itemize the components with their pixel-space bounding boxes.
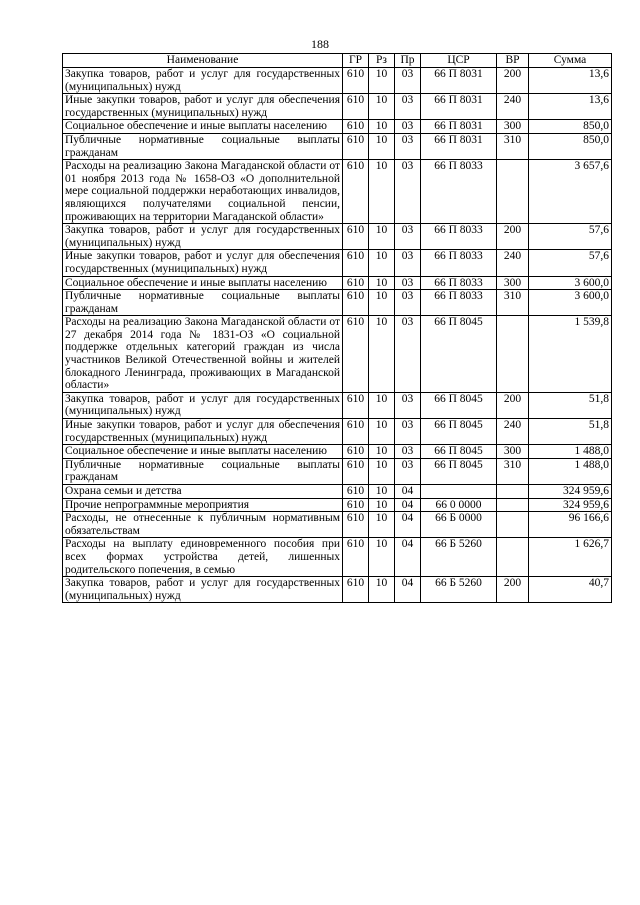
- row-name: Социальное обеспечение и иные выплаты населению: [63, 120, 343, 134]
- table-row: [63, 512, 612, 538]
- row-gr: 610: [343, 68, 369, 94]
- header-name: Наименование: [63, 54, 343, 68]
- row-pr: 03: [395, 316, 421, 393]
- row-rz: 10: [369, 290, 395, 316]
- row-rz: 10: [369, 94, 395, 120]
- table-row: [63, 445, 612, 459]
- row-vr: 310: [497, 133, 529, 159]
- row-sum: 3 600,0: [529, 276, 612, 290]
- row-vr: [497, 512, 529, 538]
- page-number: 188: [311, 37, 329, 51]
- table-row: [63, 120, 612, 134]
- row-vr: [497, 485, 529, 499]
- row-vr: 200: [497, 392, 529, 418]
- row-pr: 03: [395, 250, 421, 276]
- row-name: Иные закупки товаров, работ и услуг для обеспечения государственных (муниципальных) нужд: [63, 94, 343, 120]
- row-sum: 1 626,7: [529, 538, 612, 577]
- row-name: Закупка товаров, работ и услуг для государственных (муниципальных) нужд: [63, 68, 343, 94]
- table-row: [63, 250, 612, 276]
- row-pr: 03: [395, 120, 421, 134]
- table-row: [63, 316, 612, 393]
- row-sum: 1 488,0: [529, 445, 612, 459]
- row-gr: 610: [343, 316, 369, 393]
- row-csr: 66 П 8033: [421, 250, 497, 276]
- row-sum: 51,8: [529, 419, 612, 445]
- row-rz: 10: [369, 458, 395, 484]
- row-rz: 10: [369, 445, 395, 459]
- row-pr: 03: [395, 445, 421, 459]
- row-csr: 66 Б 0000: [421, 512, 497, 538]
- row-name: Публичные нормативные социальные выплаты гражданам: [63, 290, 343, 316]
- row-csr: 66 П 8033: [421, 276, 497, 290]
- row-rz: 10: [369, 577, 395, 603]
- table-row: [63, 577, 612, 603]
- row-vr: 300: [497, 120, 529, 134]
- row-gr: 610: [343, 133, 369, 159]
- row-csr: 66 0 0000: [421, 498, 497, 512]
- row-gr: 610: [343, 419, 369, 445]
- row-pr: 04: [395, 512, 421, 538]
- header-pr: Пр: [395, 54, 421, 68]
- row-sum: 57,6: [529, 224, 612, 250]
- row-sum: 3 600,0: [529, 290, 612, 316]
- row-name: Иные закупки товаров, работ и услуг для обеспечения государственных (муниципальных) нужд: [63, 419, 343, 445]
- row-rz: 10: [369, 316, 395, 393]
- header-gr: ГР: [343, 54, 369, 68]
- row-vr: 310: [497, 290, 529, 316]
- table-row: [63, 290, 612, 316]
- row-gr: 610: [343, 498, 369, 512]
- row-pr: 03: [395, 276, 421, 290]
- table-row: [63, 68, 612, 94]
- row-gr: 610: [343, 290, 369, 316]
- table-row: [63, 485, 612, 499]
- row-name: Иные закупки товаров, работ и услуг для обеспечения государственных (муниципальных) нужд: [63, 250, 343, 276]
- row-pr: 04: [395, 538, 421, 577]
- row-csr: 66 П 8045: [421, 419, 497, 445]
- row-rz: 10: [369, 250, 395, 276]
- row-vr: 200: [497, 577, 529, 603]
- table-row: [63, 538, 612, 577]
- row-name: Расходы на реализацию Закона Магаданской области от 01 ноября 2013 года № 1658-ОЗ «О дополнительной мере социальной поддержки неработающих инвалидов, являющихся получателями социальной пенсии, проживающих на территории Магаданской области»: [63, 160, 343, 224]
- row-pr: 03: [395, 133, 421, 159]
- header-csr: ЦСР: [421, 54, 497, 68]
- row-vr: 240: [497, 419, 529, 445]
- row-rz: 10: [369, 133, 395, 159]
- row-csr: 66 П 8031: [421, 94, 497, 120]
- row-vr: 310: [497, 458, 529, 484]
- row-pr: 03: [395, 224, 421, 250]
- row-pr: 03: [395, 392, 421, 418]
- row-vr: [497, 316, 529, 393]
- row-pr: 03: [395, 419, 421, 445]
- row-rz: 10: [369, 512, 395, 538]
- row-csr: 66 П 8033: [421, 224, 497, 250]
- row-vr: [497, 538, 529, 577]
- row-vr: [497, 160, 529, 224]
- row-csr: [421, 485, 497, 499]
- row-gr: 610: [343, 120, 369, 134]
- row-gr: 610: [343, 458, 369, 484]
- row-pr: 04: [395, 577, 421, 603]
- row-sum: 324 959,6: [529, 485, 612, 499]
- row-csr: 66 Б 5260: [421, 577, 497, 603]
- row-rz: 10: [369, 120, 395, 134]
- row-vr: 300: [497, 445, 529, 459]
- row-name: Прочие непрограммные мероприятия: [63, 498, 343, 512]
- table-row: [63, 458, 612, 484]
- row-pr: 03: [395, 68, 421, 94]
- row-name: Публичные нормативные социальные выплаты гражданам: [63, 133, 343, 159]
- table-row: [63, 276, 612, 290]
- row-sum: 13,6: [529, 94, 612, 120]
- row-vr: 200: [497, 68, 529, 94]
- row-sum: 40,7: [529, 577, 612, 603]
- row-sum: 1 488,0: [529, 458, 612, 484]
- table-row: [63, 133, 612, 159]
- row-name: Публичные нормативные социальные выплаты гражданам: [63, 458, 343, 484]
- row-csr: 66 П 8045: [421, 445, 497, 459]
- row-name: Закупка товаров, работ и услуг для государственных (муниципальных) нужд: [63, 392, 343, 418]
- header-sum: Сумма: [529, 54, 612, 68]
- row-pr: 03: [395, 290, 421, 316]
- row-name: Закупка товаров, работ и услуг для государственных (муниципальных) нужд: [63, 224, 343, 250]
- row-gr: 610: [343, 94, 369, 120]
- row-pr: 04: [395, 485, 421, 499]
- row-gr: 610: [343, 392, 369, 418]
- row-rz: 10: [369, 485, 395, 499]
- header-vr: ВР: [497, 54, 529, 68]
- row-pr: 03: [395, 458, 421, 484]
- row-csr: 66 Б 5260: [421, 538, 497, 577]
- header-row: [63, 54, 612, 68]
- row-name: Расходы на реализацию Закона Магаданской области от 27 декабря 2014 года № 1831-ОЗ «О социальной поддержке отдельных категорий граждан из числа участников Великой Отечественной войны и жителей блокадного Ленинграда, проживающих в Магаданской области»: [63, 316, 343, 393]
- row-csr: 66 П 8045: [421, 316, 497, 393]
- row-csr: 66 П 8033: [421, 290, 497, 316]
- row-gr: 610: [343, 512, 369, 538]
- row-gr: 610: [343, 160, 369, 224]
- row-gr: 610: [343, 485, 369, 499]
- row-csr: 66 П 8031: [421, 133, 497, 159]
- table-row: [63, 224, 612, 250]
- row-csr: 66 П 8031: [421, 68, 497, 94]
- row-rz: 10: [369, 498, 395, 512]
- table-row: [63, 94, 612, 120]
- row-csr: 66 П 8045: [421, 392, 497, 418]
- row-name: Социальное обеспечение и иные выплаты населению: [63, 276, 343, 290]
- row-gr: 610: [343, 577, 369, 603]
- row-name: Социальное обеспечение и иные выплаты населению: [63, 445, 343, 459]
- row-csr: 66 П 8045: [421, 458, 497, 484]
- row-sum: 324 959,6: [529, 498, 612, 512]
- row-sum: 1 539,8: [529, 316, 612, 393]
- row-vr: 300: [497, 276, 529, 290]
- row-sum: 96 166,6: [529, 512, 612, 538]
- row-name: Закупка товаров, работ и услуг для государственных (муниципальных) нужд: [63, 577, 343, 603]
- table-row: [63, 160, 612, 224]
- row-name: Охрана семьи и детства: [63, 485, 343, 499]
- row-gr: 610: [343, 224, 369, 250]
- row-rz: 10: [369, 392, 395, 418]
- row-rz: 10: [369, 68, 395, 94]
- row-sum: 51,8: [529, 392, 612, 418]
- row-rz: 10: [369, 224, 395, 250]
- table-row: [63, 392, 612, 418]
- row-sum: 850,0: [529, 133, 612, 159]
- row-gr: 610: [343, 276, 369, 290]
- row-sum: 57,6: [529, 250, 612, 276]
- row-sum: 850,0: [529, 120, 612, 134]
- header-rz: Рз: [369, 54, 395, 68]
- row-pr: 03: [395, 94, 421, 120]
- row-pr: 04: [395, 498, 421, 512]
- row-vr: 240: [497, 94, 529, 120]
- row-rz: 10: [369, 538, 395, 577]
- table-row: [63, 419, 612, 445]
- row-gr: 610: [343, 250, 369, 276]
- row-rz: 10: [369, 160, 395, 224]
- row-name: Расходы, не отнесенные к публичным нормативным обязательствам: [63, 512, 343, 538]
- row-csr: 66 П 8033: [421, 160, 497, 224]
- row-rz: 10: [369, 419, 395, 445]
- table-row: [63, 498, 612, 512]
- row-name: Расходы на выплату единовременного пособия при всех формах устройства детей, лишенных родительского попечения, в семью: [63, 538, 343, 577]
- row-vr: 240: [497, 250, 529, 276]
- row-vr: [497, 498, 529, 512]
- budget-table: [62, 53, 612, 603]
- row-pr: 03: [395, 160, 421, 224]
- row-csr: 66 П 8031: [421, 120, 497, 134]
- row-vr: 200: [497, 224, 529, 250]
- row-sum: 3 657,6: [529, 160, 612, 224]
- row-rz: 10: [369, 276, 395, 290]
- row-gr: 610: [343, 445, 369, 459]
- row-gr: 610: [343, 538, 369, 577]
- row-sum: 13,6: [529, 68, 612, 94]
